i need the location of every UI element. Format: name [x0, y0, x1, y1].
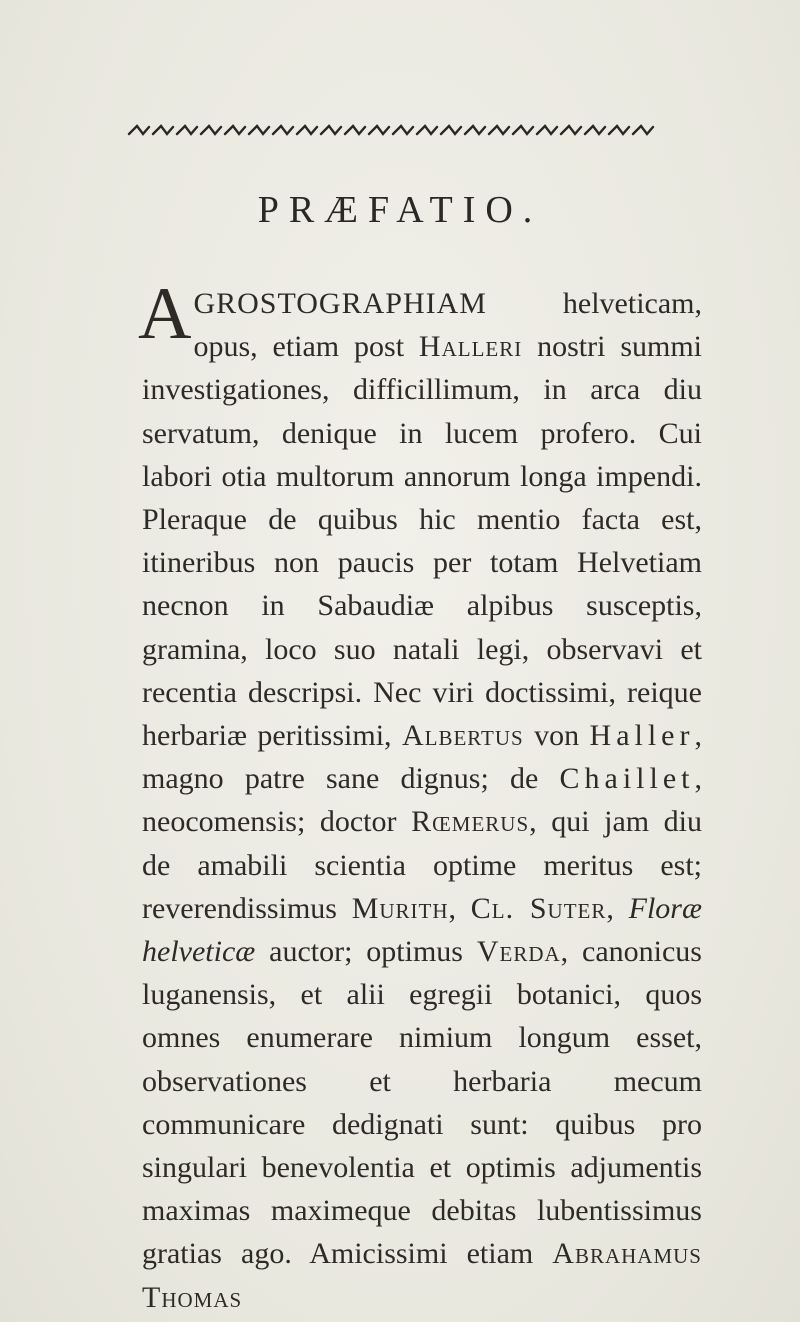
- paragraph-segment: von: [523, 719, 590, 753]
- paragraph-segment: Chaillet: [559, 762, 695, 796]
- paragraph-segment: GROSTOGRAPHIAM: [193, 287, 487, 320]
- paragraph-segment: Albertus: [401, 719, 524, 753]
- page-title: PRÆFATIO.: [257, 189, 543, 231]
- paragraph-segment: helveticam, opus, etiam post: [193, 287, 702, 364]
- decorative-ornament-rule: [125, 118, 677, 142]
- preface-paragraph: [138, 273, 703, 1319]
- paragraph-segment: Verda: [476, 935, 561, 969]
- paragraph-segment: Floræ helveticæ: [142, 891, 702, 969]
- paragraph-segment: , magno patre sane dignus; de: [142, 719, 702, 796]
- paragraph-segment: Cl. Suter: [470, 891, 607, 925]
- drop-cap: A: [138, 273, 192, 355]
- paragraph-segment: auctor; optimus: [255, 935, 477, 969]
- paragraph-segment: , qui jam diu de amabili scientia optime meritus est; reverendissimus: [142, 805, 703, 925]
- paragraph-segment: nostri summi investigationes, difficillimum, in arca diu servatum, denique in lucem profero. Cui labori otia multorum annorum longa impendi. Pleraque de quibus hic mentio facta est, itineribus non paucis per totam Helvetiam necnon in Sabaudiæ alpibus susceptis, gramina, loco suo natali legi, observavi et recentia descripsi. Nec viri doctissimi, reique herbariæ peritissimi,: [142, 330, 702, 753]
- paragraph-segment: , neocomensis; doctor: [142, 762, 702, 839]
- paragraph-segment: , canonicus luganensis, et alii egregii botanici, quos omnes enumerare nimium longum esset, observationes et herbaria mecum communicare dedignati sunt: quibus pro singulari benevolentia et optimis adjumentis maximas maximeque debitas lubentissimus gratias ago. Amicissimi etiam: [142, 935, 702, 1271]
- paragraph-segment: Abrahamus Thomas: [142, 1237, 702, 1314]
- paragraph-segment: Halleri: [418, 330, 523, 364]
- paragraph-segment: Murith: [351, 891, 449, 925]
- paragraph-body: [142, 287, 702, 1314]
- paragraph-segment: Rœmerus: [411, 805, 530, 839]
- paragraph-segment: ,: [606, 891, 629, 925]
- paragraph-segment: ,: [448, 891, 471, 925]
- paragraph-segment: Haller: [589, 719, 695, 753]
